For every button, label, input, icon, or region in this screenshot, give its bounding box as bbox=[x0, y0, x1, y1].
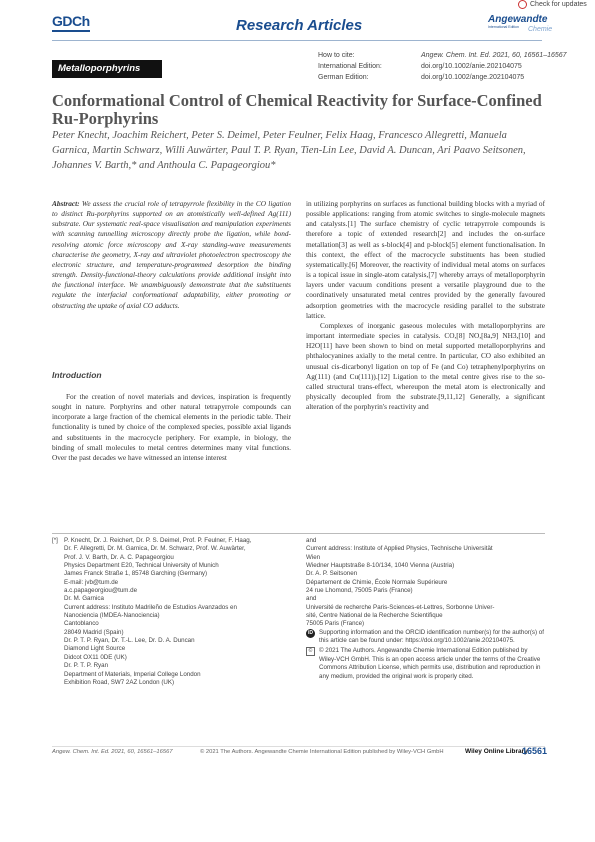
affiliation-line: Exhibition Road, SW7 2AZ London (UK) bbox=[64, 678, 175, 686]
footnote-mark: [*] bbox=[52, 537, 58, 544]
international-edition-label: International Edition: bbox=[318, 63, 382, 70]
affiliation-line: Prof. J. V. Barth, Dr. A. C. Papageorgiou bbox=[64, 553, 174, 561]
affiliation-line: 28049 Madrid (Spain) bbox=[64, 628, 124, 636]
affiliation-line: Dr. F. Allegretti, Dr. M. Garnica, Dr. M. Schwarz, Prof. W. Auwärter, bbox=[64, 545, 246, 553]
affiliation-line: Cantoblanco bbox=[64, 620, 99, 628]
affiliation-line[interactable]: E-mail: jvb@tum.de bbox=[64, 578, 119, 586]
affiliation-line: sité, Centre National de la Recherche Scientifique bbox=[306, 612, 443, 620]
introduction-heading: Introduction bbox=[52, 370, 102, 380]
affiliation-line: P. Knecht, Dr. J. Reichert, Dr. P. S. Deimel, Prof. P. Feulner, F. Haag, bbox=[64, 537, 252, 544]
copyright-note bbox=[306, 647, 546, 680]
author-list: Peter Knecht, Joachim Reichert, Peter S. Deimel, Peter Feulner, Felix Haag, Francesco Allegretti, Manuela Garnica, Martin Schwarz, Willi Auwärter, Paul T. P. Ryan, Tien-Lin Lee, David A. Duncan, Ari Paavo Seitsonen, Johannes V. Barth,* and Anthoula C. Papageorgiou* bbox=[52, 130, 526, 171]
affiliation-line: James Franck Straße 1, 85748 Garching (Germany) bbox=[64, 570, 208, 578]
body-paragraph-1: in utilizing porphyrins on surfaces as functional building blocks with a myriad of possible applications: ranging from atomic switches to single-molecule magnets and catalysts.[1] The surface chemistry of cyclic tetrapyrrole compounds is therefore a topic of extended research[2] and includes the on-surface metallation[3] as well as s-block[4] and p-block[5] element functionalisation. In this context, the effect of the macrocycle substituents has been studied systematically.[6] Moreover, the reactivity of individual metal atoms on surfaces is a topical issue in single-atom catalysis,[7] whereby arrays of metalloporphyrin layers under vacuum conditions present a versatile playground due to the coordinatively unsaturated metal centres provided by the generally favoured adsorption geometries with the macrocycle residing parallel to the substrate lattice. bbox=[306, 199, 545, 320]
affiliation-line: Physics Department E20, Technical University of Munich bbox=[64, 562, 219, 570]
affiliation-line: Current address: Instituto Madrileño de Estudios Avanzados en bbox=[64, 603, 237, 611]
creative-commons-icon: © bbox=[306, 647, 315, 656]
journal-logo: Angewandte International Edition Chemie bbox=[488, 14, 553, 33]
affiliation-line: and bbox=[306, 595, 317, 603]
affiliation-footnotes-left bbox=[52, 537, 292, 687]
affiliation-line: Dr. P. T. P. Ryan bbox=[64, 662, 109, 670]
affiliation-line: Diamond Light Source bbox=[64, 645, 126, 653]
international-edition-doi-link[interactable]: doi.org/10.1002/anie.202104075 bbox=[421, 63, 522, 70]
affiliation-line: Didcot OX11 0DE (UK) bbox=[64, 653, 127, 661]
footer-copyright: © 2021 The Authors. Angewandte Chemie International Edition published by Wiley-VCH GmbH bbox=[200, 749, 444, 755]
abstract-text: We assess the crucial role of tetrapyrrole flexibility in the CO ligation to distinct Ru-porphyrins supported on an atomistically well-defined Ag(111) substrate. Our systematic real-space visualisation and manipulation experiments with scanning tunnelling microscopy directly probe the ligation, while bond-resolving atomic force microscopy and X-ray standing-wave measurements characterise the geometry, X-ray and ultraviolet photoelectron spectroscopy the electronic structure, and temperature-programmed desorption the binding strength. Density-functional-theory calculations provide additional insight into the functional interface. We unambiguously demonstrate that the substituents regulate the interfacial conformational adaptability, either promoting or obstructing the uptake of axial CO adducts. bbox=[52, 199, 291, 310]
footer-divider bbox=[52, 746, 545, 747]
german-edition-doi-link[interactable]: doi.org/10.1002/ange.202104075 bbox=[421, 74, 525, 81]
page-number: 16561 bbox=[522, 746, 548, 756]
affiliation-line: Dr. A. P. Seitsonen bbox=[306, 570, 358, 578]
introduction-paragraph: For the creation of novel materials and devices, inspiration is frequently sought in nature. Porphyrins and other natural tetrapyrrole compounds can incorporate a large fraction of the chemical elements in the periodic table. Their functionality is tuned by choice of the complexed species, possible axial ligands and substituents in the macrocycle periphery. For example, in biology, the binding of small molecules to metal centres determines many vital functions. Over the past decades we have witnessed an intense interest bbox=[52, 392, 291, 462]
right-body-column bbox=[306, 199, 545, 412]
section-title: Research Articles bbox=[236, 17, 363, 34]
affiliation-line: 24 rue Lhomond, 75005 Paris (France) bbox=[306, 587, 413, 595]
body-paragraph-2: Complexes of inorganic gaseous molecules with metalloporphyrins are important intermediate species in catalysis. CO,[8] NO,[8a,9] NH3,[10] and H2O[11] have been shown to bind on metal supported metalloporphyrins and phthalocyanines axially to the metal centre. In particular, CO also exhibited an unusual cis-dicarbonyl ligation on top of Fe (and Co) tetraphenylporphyrins on Ag(111) (and Cu(111)).[12] Ligation to the metal centre gives rise to the so-called structural trans-effect, whereupon the metal atom is electronically and physically decoupled from the substrate.[9,11,12] Generally, a significant alteration of the porphyrin's reactivity and bbox=[306, 320, 545, 412]
how-to-cite-label: How to cite: bbox=[318, 52, 355, 59]
copyright-text: © 2021 The Authors. Angewandte Chemie International Edition published by Wiley-VCH GmbH. This is an open access article under the terms of the Creative Commons Attribution License, which permits use, distribution and reproduction in any medium, provided the original work is properly cited. bbox=[319, 647, 541, 680]
citation-block bbox=[318, 52, 567, 88]
article-title: Conformational Control of Chemical Reactivity for Surface-Confined Ru-Porphyrins bbox=[52, 91, 542, 128]
introduction-column bbox=[52, 392, 291, 463]
affiliation-line: 75005 Paris (France) bbox=[306, 620, 365, 628]
publisher-logo: GDCh bbox=[52, 13, 90, 32]
supporting-information-note bbox=[306, 629, 546, 646]
affiliation-line: Département de Chimie, École Normale Supérieure bbox=[306, 578, 448, 586]
orcid-icon: iD bbox=[308, 629, 313, 636]
wiley-online-library-link[interactable]: Wiley Online Library bbox=[465, 748, 528, 755]
affiliation-line: Current address: Institute of Applied Physics, Technische Universität bbox=[306, 545, 493, 553]
check-updates-icon bbox=[518, 0, 527, 9]
affiliation-line: Dr. P. T. P. Ryan, Dr. T.-L. Lee, Dr. D. A. Duncan bbox=[64, 637, 195, 645]
affiliation-line: Wiedner Hauptstraße 8-10/134, 1040 Vienna (Austria) bbox=[306, 562, 455, 570]
category-tag: Metalloporphyrins bbox=[52, 60, 162, 78]
affiliation-line: Nanociencia (IMDEA-Nanociencia) bbox=[64, 612, 160, 620]
affiliation-footnotes-right bbox=[306, 537, 546, 681]
affiliation-line: Department of Materials, Imperial College London bbox=[64, 670, 201, 678]
affiliation-line[interactable]: a.c.papageorgiou@tum.de bbox=[64, 587, 138, 595]
abstract bbox=[52, 199, 291, 311]
affiliation-line: Wien bbox=[306, 553, 321, 561]
affiliation-line: Dr. M. Garnica bbox=[64, 595, 104, 603]
footnote-divider bbox=[52, 533, 545, 534]
german-edition-label: German Edition: bbox=[318, 74, 369, 81]
how-to-cite-value: Angew. Chem. Int. Ed. 2021, 60, 16561–16567 bbox=[421, 52, 567, 59]
abstract-heading: Abstract: bbox=[52, 199, 80, 208]
affiliation-line: and bbox=[306, 537, 317, 544]
supporting-information-link[interactable]: Supporting information and the ORCID identification number(s) for the author(s) of this article can be found under: https://doi.org/10.1002/anie.202104075. bbox=[319, 628, 544, 645]
header-divider bbox=[52, 40, 542, 41]
affiliation-line: Université de recherche Paris-Sciences-et-Lettres, Sorbonne Univer- bbox=[306, 603, 495, 611]
footer-citation: Angew. Chem. Int. Ed. 2021, 60, 16561–16567 bbox=[52, 749, 173, 755]
check-for-updates-button[interactable]: Check for updates bbox=[518, 0, 587, 9]
